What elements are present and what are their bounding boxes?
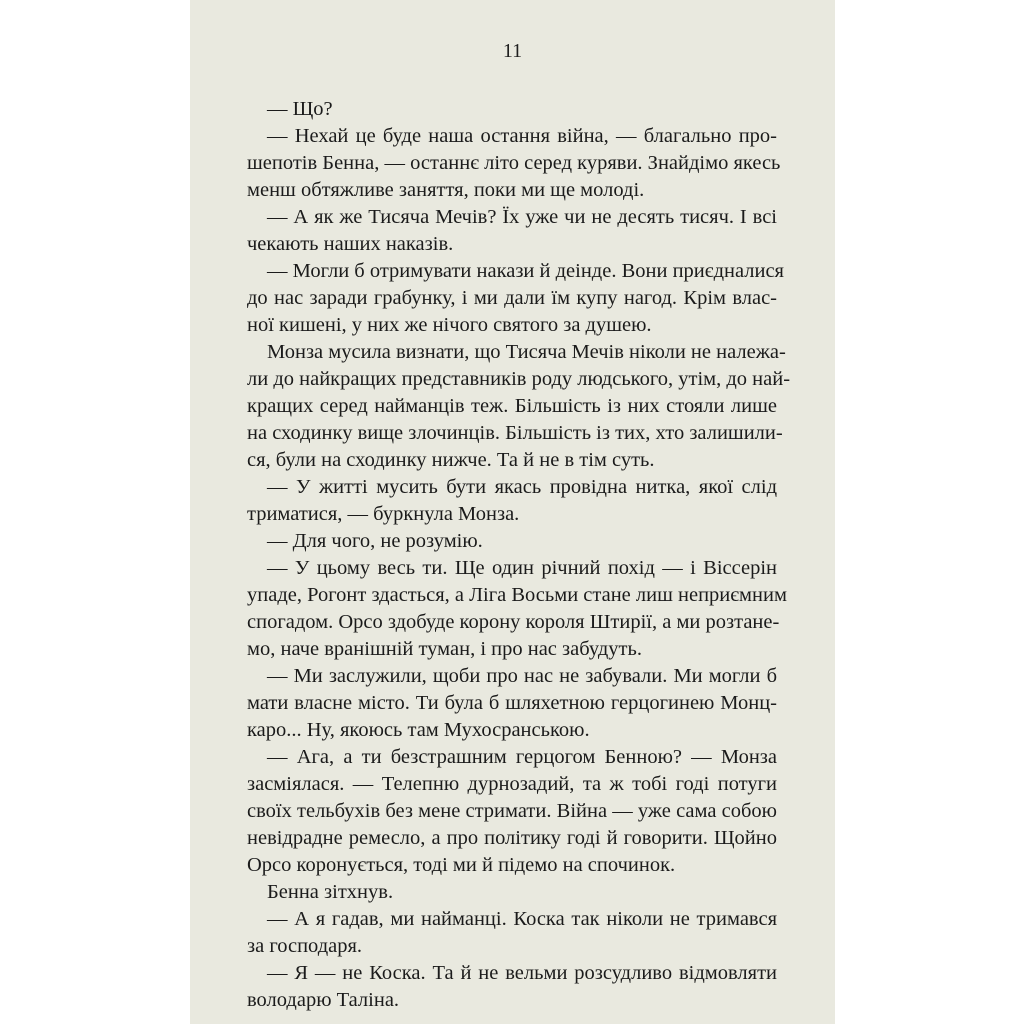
- text-line: Бенна зітхнув.: [267, 881, 394, 903]
- text-line: — У житті мусить бути якась провідна нитка, якої слід: [267, 476, 777, 498]
- text-line: — Я — не Коска. Та й не вельми розсудливо відмовляти: [267, 962, 777, 984]
- text-line: за господаря.: [247, 935, 363, 957]
- text-line: триматися, — буркнула Монза.: [247, 503, 520, 525]
- text-line: — Ми заслужили, щоби про нас не забували. Ми могли б: [267, 665, 777, 687]
- text-line: каро... Ну, якоюсь там Мухосранською.: [247, 719, 590, 741]
- text-line: своїх тельбухів без мене стримати. Війна — уже сама собою: [247, 800, 777, 822]
- text-line: — А як же Тисяча Мечів? Їх уже чи не десять тисяч. І всі: [267, 206, 777, 228]
- text-line: володарю Таліна.: [247, 989, 400, 1011]
- page-number: 11: [502, 40, 523, 62]
- text-line: — Що?: [267, 98, 333, 120]
- text-line: — Ага, а ти безстрашним герцогом Бенною? — Монза: [267, 746, 777, 768]
- book-page: [190, 0, 835, 1024]
- text-line: — А я гадав, ми найманці. Коска так ніколи не тримався: [267, 908, 777, 930]
- text-line: ли до найкращих представників роду людського, утім, до най-: [247, 368, 791, 390]
- text-line: — У цьому весь ти. Ще один річний похід — і Віссерін: [267, 557, 777, 579]
- text-line: мати власне місто. Ти була б шляхетною герцогинею Монц-: [247, 692, 777, 714]
- body-text: [247, 96, 791, 1014]
- text-line: засміялася. — Телепню дурнозадий, та ж тобі годі потуги: [247, 773, 777, 795]
- text-line: невідрадне ремесло, а про політику годі й говорити. Щойно: [247, 827, 777, 849]
- text-line: ної кишені, у них же нічого святого за душею.: [247, 314, 652, 336]
- text-line: Орсо коронується, тоді ми й підемо на спочинок.: [247, 854, 676, 876]
- text-line: Монза мусила визнати, що Тисяча Мечів ніколи не належа-: [267, 341, 786, 363]
- text-line: спогадом. Орсо здобуде корону короля Штирії, а ми розтане-: [247, 611, 780, 633]
- text-line: — Нехай це буде наша остання війна, — благально про-: [267, 125, 777, 147]
- text-line: менш обтяжливе заняття, поки ми ще молоді.: [247, 179, 645, 201]
- text-line: шепотів Бенна, — останнє літо серед куряви. Знайдімо якесь: [247, 152, 781, 174]
- text-line: до нас заради грабунку, і ми дали їм купу нагод. Крім влас-: [247, 287, 777, 309]
- text-line: на сходинку вище злочинців. Більшість із тих, хто залишили-: [247, 422, 783, 444]
- text-line: кращих серед найманців теж. Більшість із них стояли лише: [247, 395, 777, 417]
- text-line: упаде, Рогонт здасться, а Ліга Восьми стане лиш неприємним: [247, 584, 787, 606]
- text-line: — Для чого, не розумію.: [267, 530, 483, 552]
- text-line: ся, були на сходинку нижче. Та й не в тім суть.: [247, 449, 655, 471]
- text-line: мо, наче вранішній туман, і про нас забудуть.: [247, 638, 642, 660]
- text-line: чекають наших наказів.: [247, 233, 454, 255]
- text-line: — Могли б отримувати накази й деінде. Вони приєдналися: [267, 260, 784, 282]
